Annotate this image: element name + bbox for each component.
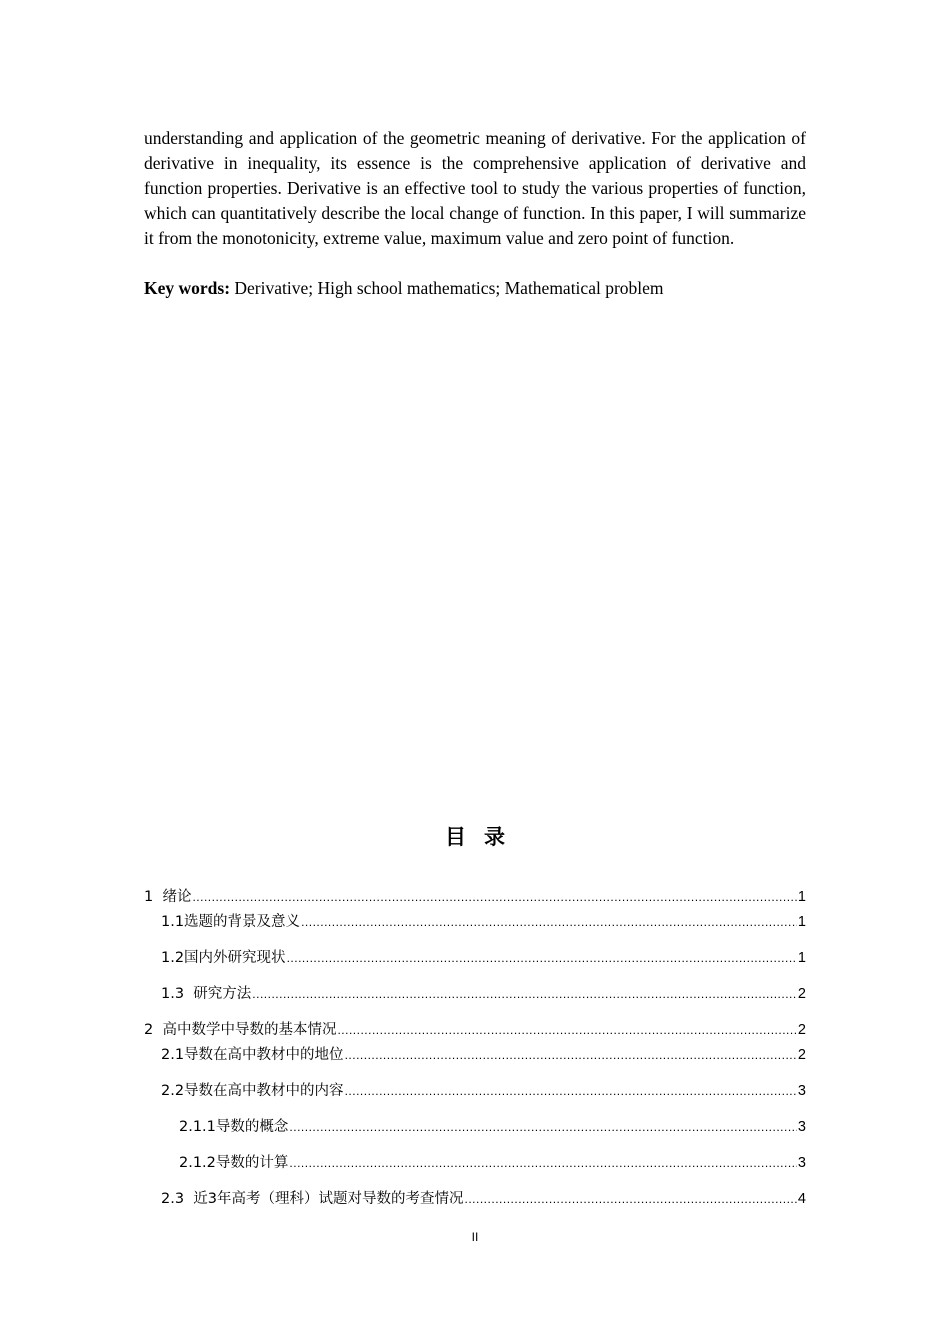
page-number: II xyxy=(471,1230,479,1244)
toc-entry-2-3[interactable] xyxy=(161,1188,806,1210)
toc-leader-dots xyxy=(345,1080,797,1102)
toc-entry-page: 3 xyxy=(797,1155,806,1171)
toc-leader-dots xyxy=(289,1152,797,1174)
toc-entry-page: 2 xyxy=(797,986,806,1002)
toc-entry-2-2[interactable] xyxy=(161,1080,806,1102)
toc-leader-dots xyxy=(252,983,797,1005)
toc-entry-page: 2 xyxy=(797,1047,806,1063)
toc-leader-dots xyxy=(192,886,796,908)
toc-leader-dots xyxy=(289,1116,797,1138)
toc-entry-page: 4 xyxy=(797,1191,806,1207)
toc-entry-1-1[interactable] xyxy=(161,911,806,933)
keywords-label: Key words: xyxy=(144,278,231,298)
toc-entry-text: 1.3 研究方法 xyxy=(161,986,252,1002)
toc-leader-dots xyxy=(337,1019,796,1041)
toc-entry-text: 2 高中数学中导数的基本情况 xyxy=(144,1022,337,1038)
toc-entry-2-1-1[interactable] xyxy=(179,1116,806,1138)
abstract-paragraph: understanding and application of the geometric meaning of derivative. For the application of derivative in inequality, its essence is the comprehensive application of derivative and function properties. Derivative is an effective tool to study the various properties of function, which can quantitatively describe the local change of function. In this paper, I will summarize it from the monotonicity, extreme value, maximum value and zero point of function. xyxy=(144,128,806,248)
toc-entry-text: 2.1导数在高中教材中的地位 xyxy=(161,1047,344,1063)
toc-entry-text: 2.1.1导数的概念 xyxy=(179,1119,289,1135)
toc-entry-text: 2.1.2导数的计算 xyxy=(179,1155,289,1171)
toc-leader-dots xyxy=(345,1044,797,1066)
toc-entry-page: 3 xyxy=(797,1083,806,1099)
toc-entry-text: 1.2国内外研究现状 xyxy=(161,950,286,966)
toc-entry-text: 2.2导数在高中教材中的内容 xyxy=(161,1083,344,1099)
toc-entry-text: 1.1选题的背景及意义 xyxy=(161,914,301,930)
toc-entry-page: 1 xyxy=(797,950,806,966)
toc-entry-text: 2.3 近3年高考（理科）试题对导数的考查情况 xyxy=(161,1191,464,1207)
toc-entry-2-1[interactable] xyxy=(161,1044,806,1066)
keywords-line xyxy=(144,276,806,301)
toc-entry-2[interactable] xyxy=(144,1019,806,1041)
toc-entry-text: 1 绪论 xyxy=(144,889,192,905)
toc-leader-dots xyxy=(465,1188,797,1210)
toc-entry-page: 3 xyxy=(797,1119,806,1135)
toc-leader-dots xyxy=(287,947,797,969)
toc-entry-2-1-2[interactable] xyxy=(179,1152,806,1174)
toc-entry-1-2[interactable] xyxy=(161,947,806,969)
toc-title: 目录 xyxy=(445,825,523,849)
toc-entry-1-3[interactable] xyxy=(161,983,806,1005)
toc-entry-page: 1 xyxy=(797,889,806,905)
toc-entry-page: 1 xyxy=(797,914,806,930)
keywords-text: Derivative; High school mathematics; Mathematical problem xyxy=(230,278,664,298)
toc-leader-dots xyxy=(301,911,797,933)
toc-entry-page: 2 xyxy=(797,1022,806,1038)
toc-entry-1[interactable] xyxy=(144,886,806,908)
